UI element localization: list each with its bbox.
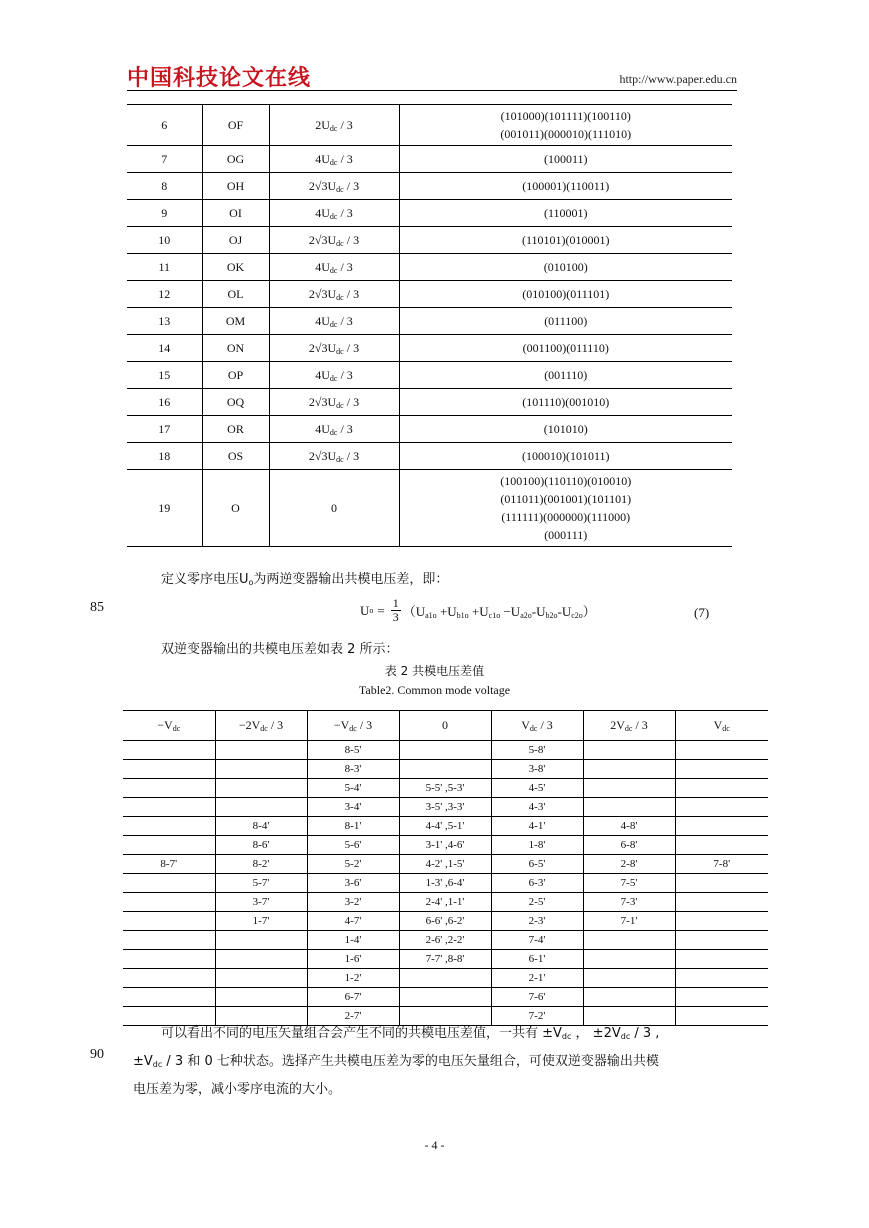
table1-row	[127, 105, 732, 146]
table2-column-header: $-V_{dc}$	[123, 711, 215, 741]
vector-magnitude: $4U_{dc} / 3$	[269, 146, 399, 173]
switching-states: (110101)(010001)	[399, 227, 732, 254]
table2-cell	[215, 931, 307, 950]
vector-magnitude: $4U_{dc} / 3$	[269, 416, 399, 443]
row-number: 11	[127, 254, 202, 281]
table2-cell: 4-5'	[491, 779, 583, 798]
vector-magnitude: $2√3U_{dc} / 3$	[269, 443, 399, 470]
switching-states: (101000)(101111)(100110) (001011)(000010)(111010)	[399, 105, 732, 146]
table2-row	[123, 798, 768, 817]
table2-cell: 6-7'	[307, 988, 399, 1007]
switching-states: (010100)(011101)	[399, 281, 732, 308]
table2-cell	[675, 931, 768, 950]
table2-cell: 5-5' ,5-3'	[399, 779, 491, 798]
switching-states: (100001)(110011)	[399, 173, 732, 200]
common-mode-voltage-table	[123, 710, 768, 1026]
vector-label: ON	[202, 335, 269, 362]
table2-cell	[123, 969, 215, 988]
table2-cell	[123, 874, 215, 893]
table2-cell	[675, 988, 768, 1007]
table2-cell	[399, 988, 491, 1007]
table2-cell: 2-8'	[583, 855, 675, 874]
table1-row	[127, 389, 732, 416]
table2-cell: 5-6'	[307, 836, 399, 855]
table2-cell	[583, 760, 675, 779]
table2-cell	[123, 741, 215, 760]
table2-column-header: $-V_{dc} / 3$	[307, 711, 399, 741]
switching-states: (011100)	[399, 308, 732, 335]
row-number: 9	[127, 200, 202, 227]
table2-row	[123, 817, 768, 836]
table2-cell: 1-6'	[307, 950, 399, 969]
table2-cell: 3-1' ,4-6'	[399, 836, 491, 855]
table2-cell: 4-7'	[307, 912, 399, 931]
vector-magnitude: $2√3U_{dc} / 3$	[269, 389, 399, 416]
table2-row	[123, 969, 768, 988]
table1-row	[127, 146, 732, 173]
line-number-85: 85	[90, 600, 104, 615]
row-number: 18	[127, 443, 202, 470]
equation-rhs: $(U_{a1o} +U_{b1o} +U_{c1o} -U_{a2o}-U_{b2o}-U_{c2o})$	[402, 604, 596, 620]
table2-cell	[675, 741, 768, 760]
table2-cell: 8-1'	[307, 817, 399, 836]
table2-cell: 5-7'	[215, 874, 307, 893]
paragraph-zero-sequence: 定义零序电压$U_o$为两逆变器输出共模电压差，即：	[161, 572, 449, 587]
table2-row	[123, 760, 768, 779]
table2-cell	[675, 798, 768, 817]
table2-cell: 2-1'	[491, 969, 583, 988]
row-number: 10	[127, 227, 202, 254]
row-number: 16	[127, 389, 202, 416]
table2-cell	[123, 912, 215, 931]
table2-cell: 1-7'	[215, 912, 307, 931]
vector-label: OR	[202, 416, 269, 443]
table2-column-header: $V_{dc}$	[675, 711, 768, 741]
table2-cell	[215, 779, 307, 798]
header-url[interactable]: http://www.paper.edu.cn	[619, 72, 737, 86]
switching-vector-table	[127, 104, 732, 547]
table2-row	[123, 931, 768, 950]
table2-cell	[675, 760, 768, 779]
table2-cell	[399, 741, 491, 760]
table2-cell	[583, 931, 675, 950]
table2-cell	[123, 988, 215, 1007]
table2-cell: 1-3' ,6-4'	[399, 874, 491, 893]
table2-cell: 3-5' ,3-3'	[399, 798, 491, 817]
table2-cell	[583, 779, 675, 798]
table2-cell: 6-8'	[583, 836, 675, 855]
vector-label: OP	[202, 362, 269, 389]
table2-cell: 6-5'	[491, 855, 583, 874]
table2-cell: 7-3'	[583, 893, 675, 912]
table2-cell: 7-4'	[491, 931, 583, 950]
row-number: 14	[127, 335, 202, 362]
table2-cell	[215, 741, 307, 760]
vector-magnitude: $4U_{dc} / 3$	[269, 308, 399, 335]
switching-states: (001100)(011110)	[399, 335, 732, 362]
table2-cell: 7-8'	[675, 855, 768, 874]
paragraph-conclusion-line3: 电压差为零，减小零序电流的大小。	[133, 1082, 342, 1097]
vector-label: OK	[202, 254, 269, 281]
vector-magnitude: $2√3U_{dc} / 3$	[269, 335, 399, 362]
header-logo: 中国科技论文在线	[127, 66, 312, 91]
vector-magnitude: $2U_{dc} / 3$	[269, 105, 399, 146]
table2-cell	[215, 969, 307, 988]
row-number: 6	[127, 105, 202, 146]
table2-cell	[675, 874, 768, 893]
table2-column-header: $V_{dc} / 3$	[491, 711, 583, 741]
table2-cell	[123, 893, 215, 912]
table2-row	[123, 779, 768, 798]
switching-states: (100010)(101011)	[399, 443, 732, 470]
table2-cell	[675, 817, 768, 836]
table2-cell	[215, 988, 307, 1007]
vector-magnitude: 0	[269, 470, 399, 547]
table2-cell	[123, 836, 215, 855]
table2-column-header: $-2V_{dc} / 3$	[215, 711, 307, 741]
table1-row	[127, 308, 732, 335]
table2-cell: 8-6'	[215, 836, 307, 855]
table2-cell: 3-2'	[307, 893, 399, 912]
table2-row	[123, 874, 768, 893]
switching-states: (101110)(001010)	[399, 389, 732, 416]
table1-row	[127, 200, 732, 227]
table2-cell: 2-3'	[491, 912, 583, 931]
table2-cell: 2-4' ,1-1'	[399, 893, 491, 912]
table2-cell	[123, 779, 215, 798]
table2-cell	[675, 893, 768, 912]
table2-row	[123, 893, 768, 912]
table2-cell: 1-4'	[307, 931, 399, 950]
table2-cell	[583, 969, 675, 988]
vector-label: OF	[202, 105, 269, 146]
table2-cell	[123, 950, 215, 969]
table2-cell	[399, 969, 491, 988]
equation-7: U o = $\frac{1}{3}$ $(U_{a1o} +U_{b1o} +U_{c1o} -U_{a2o}-U_{b2o}-U_{c2o})$	[360, 596, 596, 624]
vector-label: O	[202, 470, 269, 547]
table2-cell	[583, 950, 675, 969]
table2-cell: 8-7'	[123, 855, 215, 874]
paragraph-conclusion-line2: $\pm V_{dc} / 3$ 和 0 七种状态。选择产生共模电压差为零的电压矢量组合，可使双逆变器输出共模	[133, 1054, 659, 1069]
table2-cell	[675, 779, 768, 798]
table2-caption-cn: 表 2 共模电压差值	[384, 664, 485, 678]
table2-cell: 4-2' ,1-5'	[399, 855, 491, 874]
row-number: 15	[127, 362, 202, 389]
table2-cell	[675, 950, 768, 969]
table2-cell: 6-1'	[491, 950, 583, 969]
row-number: 17	[127, 416, 202, 443]
table1-row	[127, 254, 732, 281]
vector-magnitude: $2√3U_{dc} / 3$	[269, 281, 399, 308]
table2-cell: 2-6' ,2-2'	[399, 931, 491, 950]
vector-label: OQ	[202, 389, 269, 416]
table2-cell: 6-3'	[491, 874, 583, 893]
table2-cell	[675, 836, 768, 855]
switching-states: (100100)(110110)(010010) (011011)(001001)(101101) (111111)(000000)(111000) (000111)	[399, 470, 732, 547]
table2-cell: 3-4'	[307, 798, 399, 817]
vector-magnitude: $4U_{dc} / 3$	[269, 200, 399, 227]
table1-row	[127, 227, 732, 254]
page-number: - 4 -	[424, 1138, 445, 1152]
table2-cell	[399, 760, 491, 779]
vector-magnitude: $4U_{dc} / 3$	[269, 254, 399, 281]
table2-cell: 7-6'	[491, 988, 583, 1007]
table1-row	[127, 443, 732, 470]
table2-row	[123, 988, 768, 1007]
switching-states: (001110)	[399, 362, 732, 389]
vector-label: OJ	[202, 227, 269, 254]
table2-cell: 8-3'	[307, 760, 399, 779]
table2-cell: 4-8'	[583, 817, 675, 836]
table2-cell	[123, 931, 215, 950]
table2-cell	[123, 798, 215, 817]
table2-cell: 6-6' ,6-2'	[399, 912, 491, 931]
table2-row	[123, 950, 768, 969]
table2-row	[123, 912, 768, 931]
table1-row	[127, 173, 732, 200]
header-rule	[127, 90, 737, 91]
row-number: 12	[127, 281, 202, 308]
table2-row	[123, 836, 768, 855]
table2-column-header: 0	[399, 711, 491, 741]
switching-states: (110001)	[399, 200, 732, 227]
line-number-90: 90	[90, 1047, 104, 1062]
table1-row	[127, 281, 732, 308]
table2-cell	[583, 988, 675, 1007]
table2-cell	[215, 798, 307, 817]
table2-cell	[583, 798, 675, 817]
table2-cell: 8-2'	[215, 855, 307, 874]
table2-cell	[215, 760, 307, 779]
switching-states: (100011)	[399, 146, 732, 173]
table2-cell: 7-1'	[583, 912, 675, 931]
table2-cell	[215, 950, 307, 969]
table2-column-header: $2V_{dc} / 3$	[583, 711, 675, 741]
table2-cell: 8-5'	[307, 741, 399, 760]
row-number: 8	[127, 173, 202, 200]
table2-cell	[675, 912, 768, 931]
equation-fraction: $\frac{1}{3}$	[392, 596, 399, 624]
table1-row	[127, 470, 732, 547]
equation-number: (7)	[694, 605, 710, 620]
table2-cell	[583, 741, 675, 760]
vector-label: OM	[202, 308, 269, 335]
switching-states: (010100)	[399, 254, 732, 281]
vector-label: OH	[202, 173, 269, 200]
vector-label: OS	[202, 443, 269, 470]
vector-label: OG	[202, 146, 269, 173]
table1-row	[127, 335, 732, 362]
table2-cell: 2-5'	[491, 893, 583, 912]
paragraph-table-intro: 双逆变器输出的共模电压差如表 2 所示：	[161, 642, 399, 657]
row-number: 19	[127, 470, 202, 547]
row-number: 7	[127, 146, 202, 173]
table2-cell: 4-3'	[491, 798, 583, 817]
vector-label: OI	[202, 200, 269, 227]
table2-cell: 7-5'	[583, 874, 675, 893]
paragraph-conclusion-line1: 可以看出不同的电压矢量组合会产生不同的共模电压差值，一共有 $\pm V_{dc}$ ， $\pm 2V_{dc} / 3$ ,	[161, 1026, 660, 1041]
vector-label: OL	[202, 281, 269, 308]
table2-cell	[675, 969, 768, 988]
table2-cell: 7-2'	[491, 1007, 583, 1026]
table2-cell: 3-6'	[307, 874, 399, 893]
table1-row	[127, 362, 732, 389]
table2-row	[123, 855, 768, 874]
table2-row	[123, 741, 768, 760]
table2-cell	[123, 760, 215, 779]
row-number: 13	[127, 308, 202, 335]
vector-magnitude: $2√3U_{dc} / 3$	[269, 227, 399, 254]
table2-cell: 1-8'	[491, 836, 583, 855]
table2-cell: 5-2'	[307, 855, 399, 874]
table2-cell: 4-4' ,5-1'	[399, 817, 491, 836]
table2-caption-en: Table2. Common mode voltage	[358, 683, 511, 697]
vector-magnitude: $4U_{dc} / 3$	[269, 362, 399, 389]
table2-cell	[123, 817, 215, 836]
table2-cell: 8-4'	[215, 817, 307, 836]
table2-cell: 5-4'	[307, 779, 399, 798]
table2-cell: 4-1'	[491, 817, 583, 836]
table2-cell: 3-7'	[215, 893, 307, 912]
vector-magnitude: $2√3U_{dc} / 3$	[269, 173, 399, 200]
switching-states: (101010)	[399, 416, 732, 443]
table2-cell: 2-7'	[307, 1007, 399, 1026]
table2-cell	[675, 1007, 768, 1026]
table2-cell: 5-8'	[491, 741, 583, 760]
table2-cell: 7-7' ,8-8'	[399, 950, 491, 969]
table2-cell: 3-8'	[491, 760, 583, 779]
table2-cell: 1-2'	[307, 969, 399, 988]
table1-row	[127, 416, 732, 443]
